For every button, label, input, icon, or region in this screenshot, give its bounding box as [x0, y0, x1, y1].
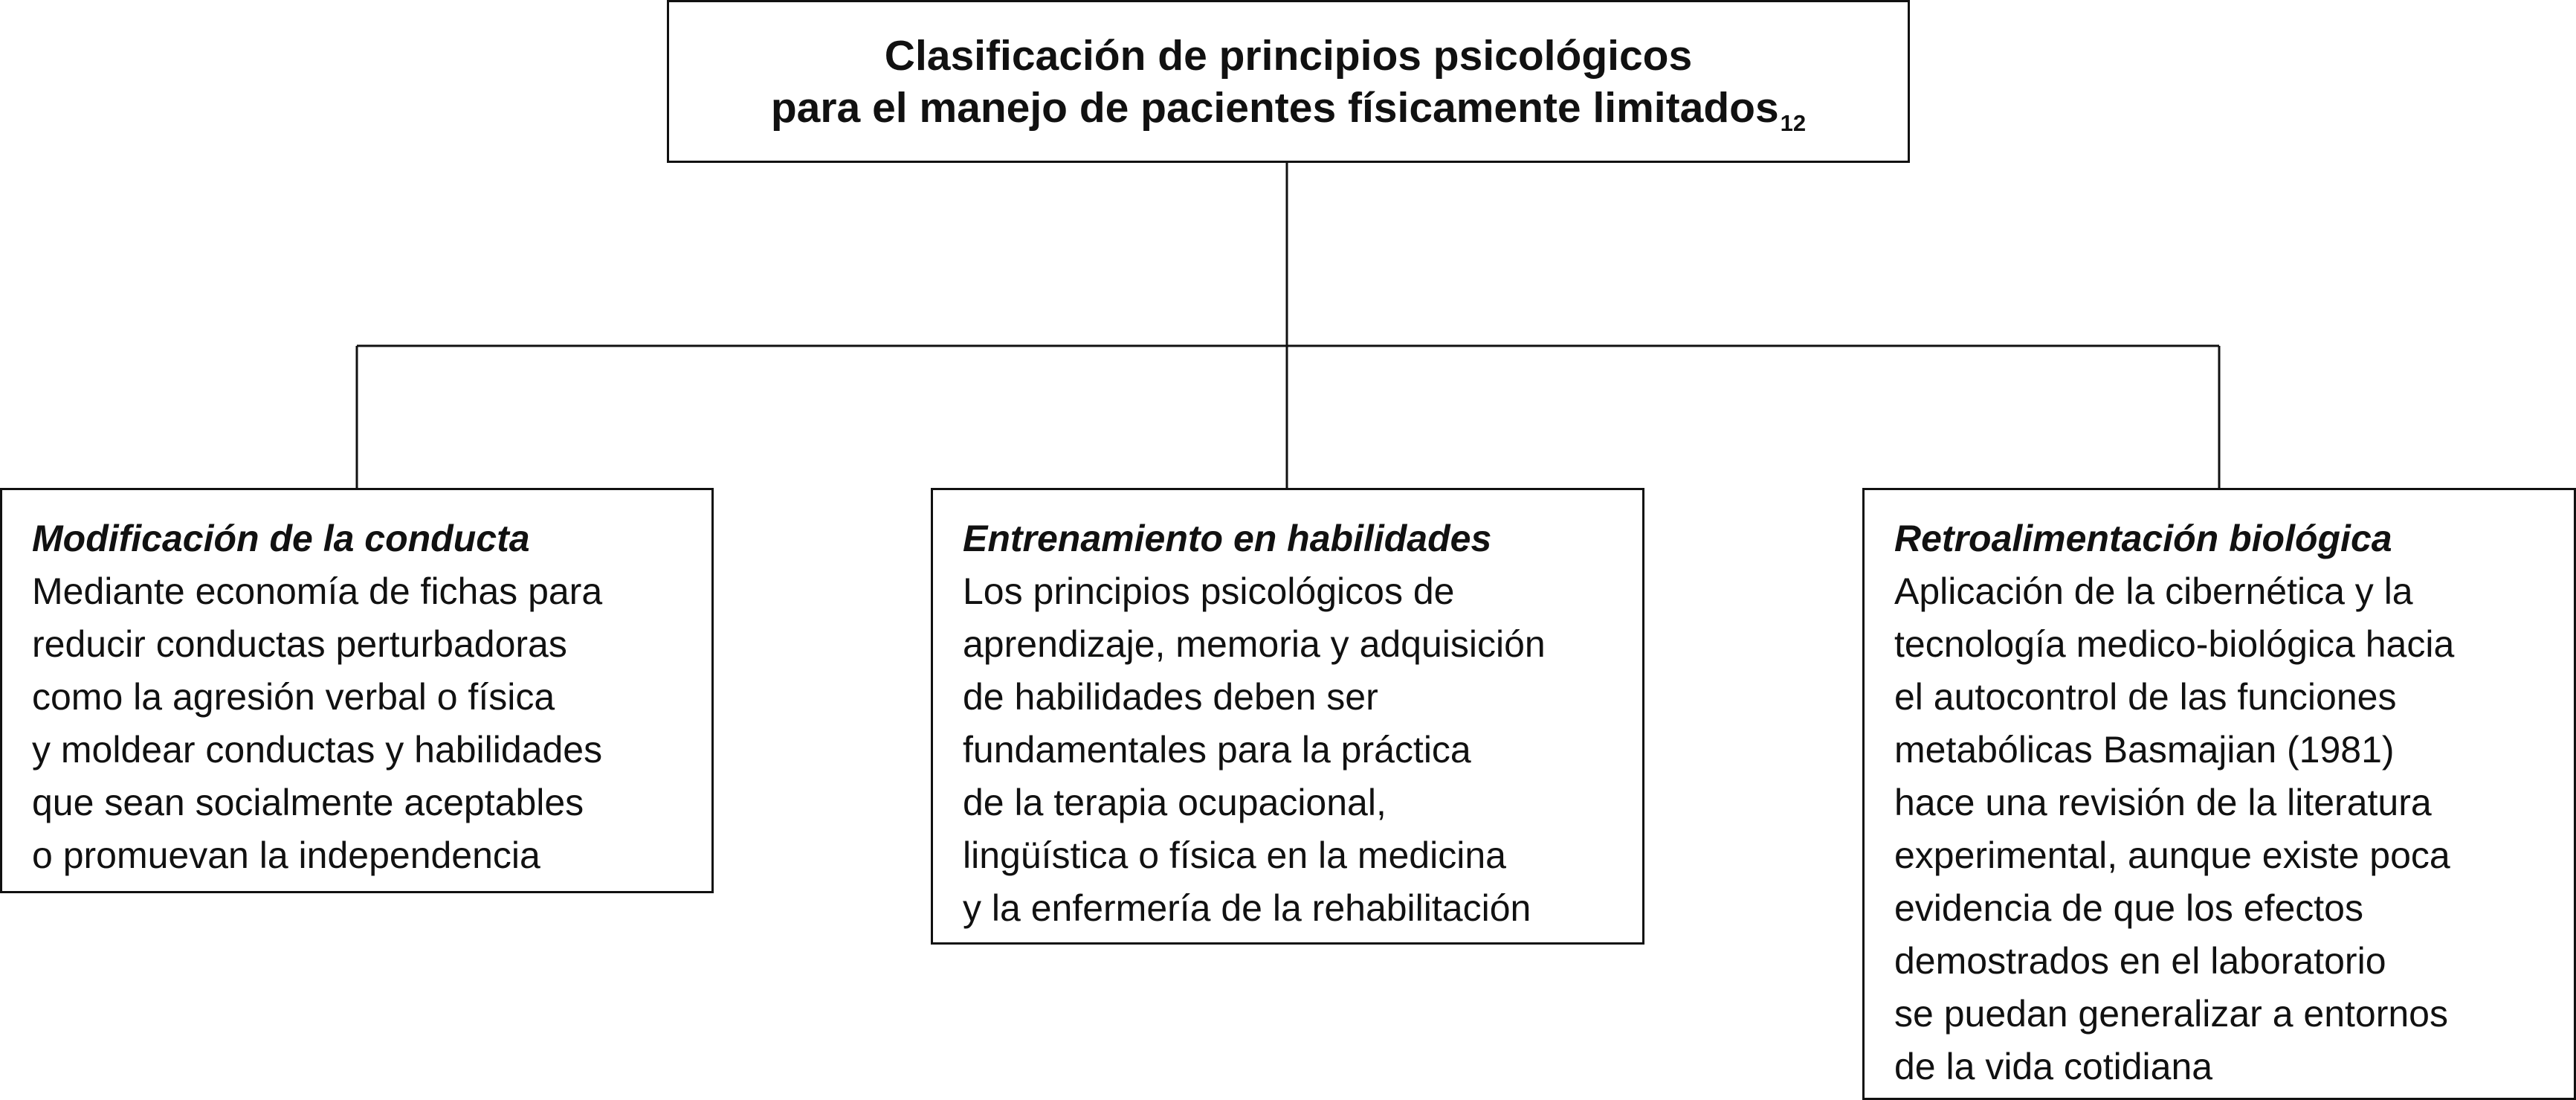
node-entrenamiento-habilidades	[931, 488, 1644, 945]
node-text-line: experimental, aunque existe poca	[1894, 834, 2450, 876]
node-text-line: demostrados en el laboratorio	[1894, 940, 2386, 982]
node-text-line: lingüística o física en la medicina	[963, 834, 1506, 876]
root-title-line-2	[771, 82, 1806, 134]
node-text-line: se puedan generalizar a entornos	[1894, 993, 2448, 1035]
node-text-line: de habilidades deben ser	[963, 676, 1378, 718]
node-text-line: como la agresión verbal o física	[32, 676, 555, 718]
node-text-line: de la vida cotidiana	[1894, 1046, 2213, 1087]
root-node	[667, 0, 1910, 163]
node-text-line: reducir conductas perturbadoras	[32, 623, 567, 665]
node-title: Retroalimentación biológica	[1894, 518, 2392, 559]
node-text-line: de la terapia ocupacional,	[963, 782, 1387, 823]
node-text-line: fundamentales para la práctica	[963, 729, 1471, 771]
node-text-line: evidencia de que los efectos	[1894, 887, 2363, 929]
node-text-line: y la enfermería de la rehabilitación	[963, 887, 1531, 929]
node-retroalimentacion-biologica	[1862, 488, 2576, 1100]
reference-number: 12	[1780, 109, 1807, 136]
node-text-line: aprendizaje, memoria y adquisición	[963, 623, 1546, 665]
node-text-line: que sean socialmente aceptables	[32, 782, 584, 823]
node-text-line: y moldear conductas y habilidades	[32, 729, 603, 771]
node-text-line: Los principios psicológicos de	[963, 570, 1455, 612]
node-text-line: Mediante economía de fichas para	[32, 570, 603, 612]
root-title-line-1: Clasificación de principios psicológicos	[884, 31, 1693, 80]
node-text-line: tecnología medico-biológica hacia	[1894, 623, 2455, 665]
node-title: Modificación de la conducta	[32, 518, 530, 559]
node-text-line: metabólicas Basmajian (1981)	[1894, 729, 2395, 771]
root-title-line-2-text: para el manejo de pacientes físicamente limitados	[770, 83, 1779, 132]
node-text-line: Aplicación de la cibernética y la	[1894, 570, 2413, 612]
node-text-line: hace una revisión de la literatura	[1894, 782, 2432, 823]
node-text-line: o promuevan la independencia	[32, 834, 540, 876]
node-title: Entrenamiento en habilidades	[963, 518, 1492, 559]
node-text-line: el autocontrol de las funciones	[1894, 676, 2397, 718]
node-modificacion-conducta	[0, 488, 714, 893]
